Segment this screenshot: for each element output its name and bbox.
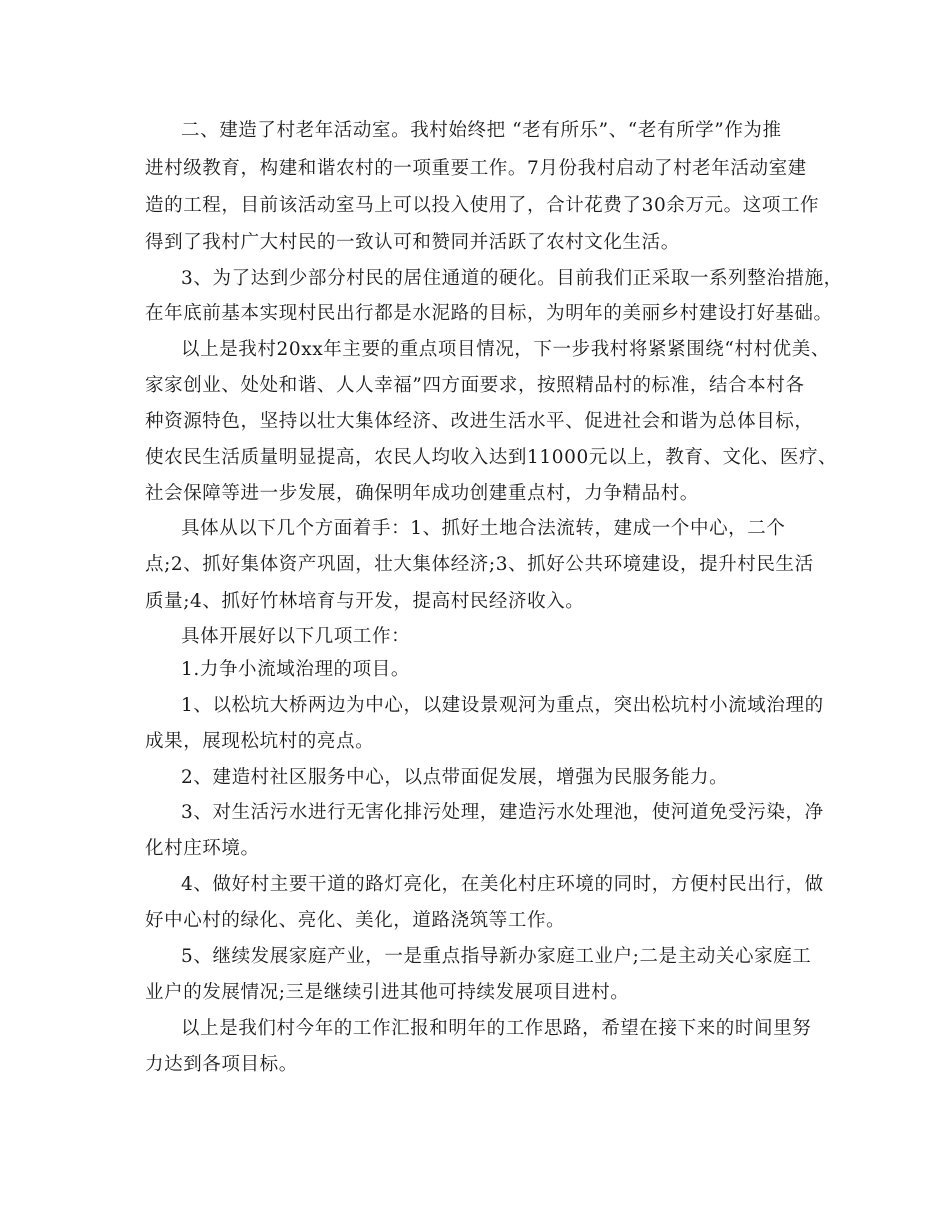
paragraph-line: 以上是我村20xx年主要的重点项目情况，下一步我村将紧紧围绕“村村优美、 bbox=[181, 339, 830, 360]
paragraph-line: 进村级教育，构建和谐农村的一项重要工作。7月份我村启动了村老年活动室建 bbox=[145, 158, 807, 179]
paragraph-line: 社会保障等进一步发展，确保明年成功创建重点村，力争精品村。 bbox=[145, 483, 699, 504]
paragraph-line: 造的工程，目前该活动室马上可以投入使用了，合计花费了30余万元。这项工作 bbox=[145, 195, 820, 216]
paragraph-line: 好中心村的绿化、亮化、美化，道路浇筑等工作。 bbox=[145, 910, 566, 931]
paragraph-line: 家家创业、处处和谐、人人幸福”四方面要求，按照精品村的标准，结合本村各 bbox=[145, 375, 805, 396]
paragraph-line: 具体开展好以下几项工作： bbox=[181, 626, 411, 647]
paragraph-line: 成果，展现松坑村的亮点。 bbox=[145, 731, 375, 752]
paragraph-line: 3、为了达到少部分村民的居住通道的硬化。目前我们正采取一系列整治措施， bbox=[181, 268, 843, 289]
paragraph-line: 5、继续发展家庭产业，一是重点指导新办家庭工业户;二是主动关心家庭工 bbox=[181, 946, 812, 967]
paragraph-line: 具体从以下几个方面着手：1、抓好土地合法流转，建成一个中心，二个 bbox=[181, 518, 786, 539]
paragraph-line: 使农民生活质量明显提高，农民人均收入达到11000元以上，教育、文化、医疗、 bbox=[145, 447, 838, 468]
paragraph-line: 1.力争小流域治理的项目。 bbox=[181, 659, 410, 680]
paragraph-line: 3、对生活污水进行无害化排污处理，建造污水处理池，使河道免受污染，净 bbox=[181, 802, 824, 823]
paragraph-line: 业户的发展情况;三是继续引进其他可持续发展项目进村。 bbox=[145, 982, 630, 1003]
paragraph-line: 4、做好村主要干道的路灯亮化，在美化村庄环境的同时，方便村民出行，做 bbox=[181, 874, 824, 895]
paragraph-line: 1、以松坑大桥两边为中心，以建设景观河为重点，突出松坑村小流域治理的 bbox=[181, 695, 824, 716]
paragraph-line: 以上是我们村今年的工作汇报和明年的工作思路，希望在接下来的时间里努 bbox=[181, 1018, 812, 1039]
paragraph-line: 种资源特色，坚持以壮大集体经济、改进生活水平、促进社会和谐为总体目标， bbox=[145, 411, 814, 432]
paragraph-line: 在年底前基本实现村民出行都是水泥路的目标，为明年的美丽乡村建设打好基础。 bbox=[145, 303, 833, 324]
paragraph-line: 化村庄环境。 bbox=[145, 838, 260, 859]
paragraph-line: 点;2、抓好集体资产巩固，壮大集体经济;3、抓好公共环境建设，提升村民生活 bbox=[145, 554, 814, 575]
paragraph-line: 力达到各项目标。 bbox=[145, 1054, 298, 1075]
paragraph-line: 质量;4、抓好竹林培育与开发，提高村民经济收入。 bbox=[145, 591, 585, 612]
paragraph-line: 2、建造村社区服务中心，以点带面促发展，增强为民服务能力。 bbox=[181, 767, 729, 788]
paragraph-line: 得到了我村广大村民的一致认可和赞同并活跃了农村文化生活。 bbox=[145, 232, 680, 253]
paragraph-line: 二、建造了村老年活动室。我村始终把 “老有所乐”、“老有所学”作为推 bbox=[181, 120, 782, 141]
